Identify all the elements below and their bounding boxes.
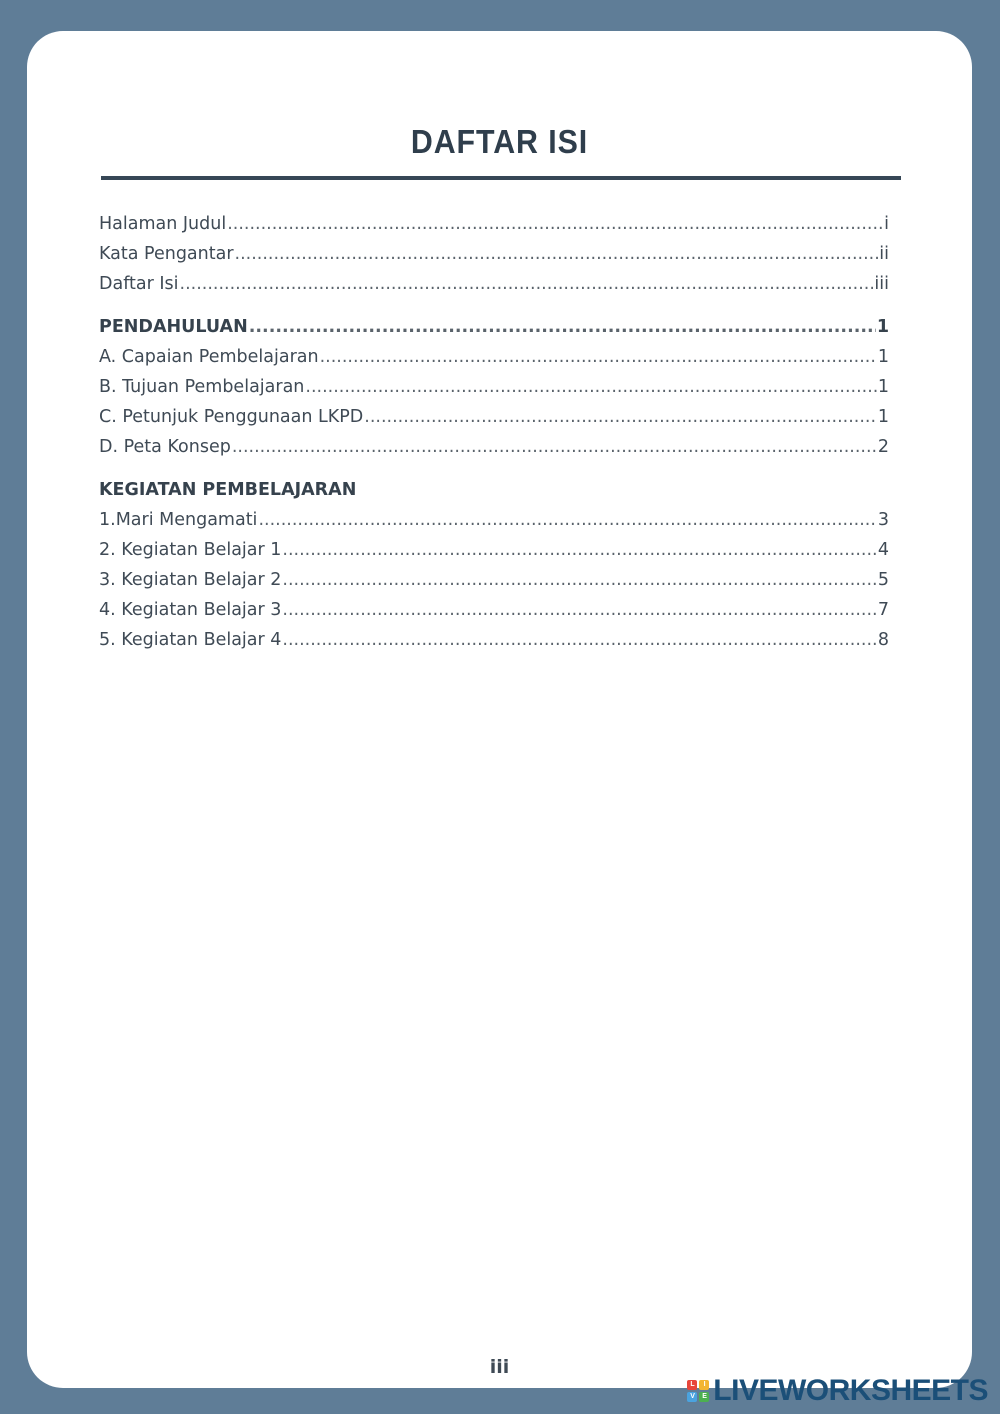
toc-entry-page: 1 (877, 407, 889, 428)
toc-section-pendahuluan[interactable] (99, 312, 889, 342)
toc-entry-page: 8 (877, 630, 889, 651)
toc-entry-label: 4. Kegiatan Belajar 3 (99, 600, 282, 621)
toc-entry-label: C. Petunjuk Penggunaan LKPD (99, 407, 364, 428)
toc-entry-page: 1 (877, 376, 889, 397)
logo-cell-e: E (699, 1392, 709, 1402)
toc-entry-page: 2 (877, 437, 889, 458)
toc-entry-label: 1.Mari Mengamati (99, 509, 258, 530)
logo-cell-v: V (687, 1392, 697, 1402)
toc-leader-dots (364, 402, 877, 432)
toc-section-kegiatan: KEGIATAN PEMBELAJARAN (99, 479, 357, 500)
toc-entry-label: 3. Kegiatan Belajar 2 (99, 569, 282, 590)
logo-cell-l: L (687, 1380, 697, 1390)
toc-section-label: PENDAHULUAN (99, 316, 248, 337)
toc-entry-daftar-isi[interactable] (99, 269, 889, 299)
toc-entry-mari-mengamati[interactable] (99, 505, 889, 535)
toc-entry-page: 3 (877, 509, 889, 530)
toc-entry-kegiatan-2[interactable] (99, 565, 889, 595)
toc-entry-label: Kata Pengantar (99, 244, 234, 265)
toc-leader-dots (282, 625, 876, 655)
toc-leader-dots (249, 312, 876, 342)
title-divider (101, 176, 901, 180)
toc-entry-page: 5 (877, 569, 889, 590)
toc-leader-dots (227, 209, 883, 239)
toc-leader-dots (258, 505, 876, 535)
toc-leader-dots (232, 432, 877, 462)
toc-entry-capaian[interactable] (99, 342, 889, 372)
toc-entry-label: A. Capaian Pembelajaran (99, 346, 319, 367)
toc-entry-kegiatan-3[interactable] (99, 595, 889, 625)
table-of-contents (99, 209, 889, 655)
toc-entry-peta-konsep[interactable] (99, 432, 889, 462)
toc-entry-page: i (884, 214, 889, 234)
toc-entry-page: 1 (877, 346, 889, 367)
toc-entry-label: Daftar Isi (99, 274, 179, 295)
toc-entry-tujuan[interactable] (99, 372, 889, 402)
toc-leader-dots (180, 269, 874, 299)
toc-leader-dots (235, 239, 879, 269)
toc-entry-page: 4 (877, 539, 889, 560)
liveworksheets-wordmark: LIVEWORKSHEETS (713, 1374, 988, 1407)
toc-entry-page: 7 (877, 600, 889, 621)
toc-entry-label: D. Peta Konsep (99, 437, 231, 458)
toc-entry-label: B. Tujuan Pembelajaran (99, 376, 305, 397)
toc-leader-dots (305, 372, 876, 402)
toc-entry-petunjuk[interactable] (99, 402, 889, 432)
toc-leader-dots (320, 342, 877, 372)
liveworksheets-logo-icon (687, 1380, 709, 1402)
toc-entry-page: iii (874, 274, 889, 295)
toc-entry-page: ii (879, 244, 889, 265)
toc-leader-dots (282, 565, 876, 595)
toc-leader-dots (282, 535, 876, 565)
document-page (27, 31, 972, 1388)
page-title: DAFTAR ISI (410, 123, 589, 160)
page-number: iii (489, 1356, 510, 1378)
toc-entry-kata-pengantar[interactable] (99, 239, 889, 269)
toc-entry-label: 2. Kegiatan Belajar 1 (99, 539, 282, 560)
toc-section-page: 1 (876, 316, 889, 337)
toc-entry-label: 5. Kegiatan Belajar 4 (99, 630, 282, 651)
toc-entry-label: Halaman Judul (99, 214, 227, 234)
logo-cell-i: I (699, 1380, 709, 1390)
toc-entry-halaman-judul[interactable] (99, 209, 889, 239)
toc-entry-kegiatan-1[interactable] (99, 535, 889, 565)
toc-entry-kegiatan-4[interactable] (99, 625, 889, 655)
liveworksheets-logo[interactable] (687, 1374, 988, 1408)
toc-leader-dots (282, 595, 876, 625)
